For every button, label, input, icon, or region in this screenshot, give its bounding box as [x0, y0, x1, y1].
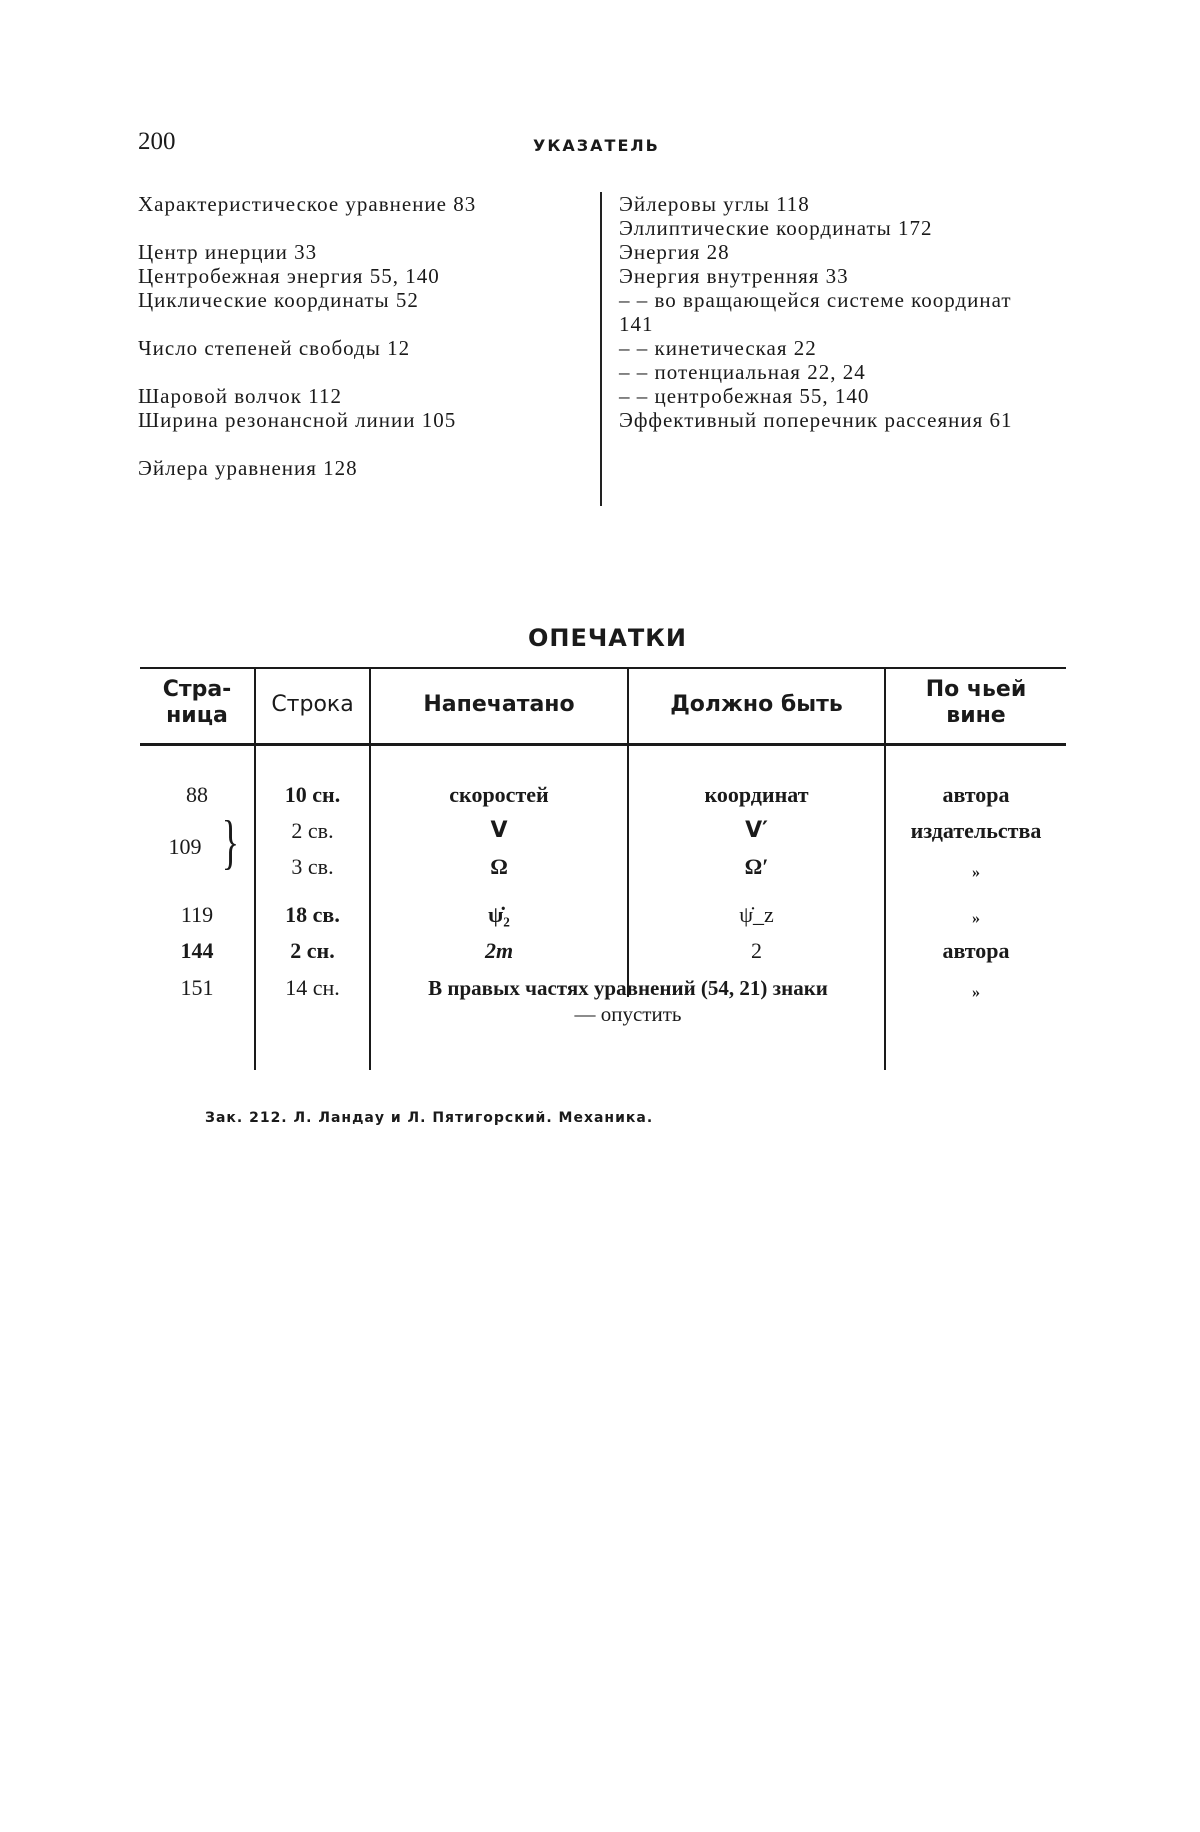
index-subentry: – – потенциальная 22, 24 — [619, 360, 866, 384]
cell-line: 2 св. — [291, 818, 334, 843]
cell-should-be: ψ̇_z — [739, 902, 774, 927]
index-entry: Эффективный поперечник рассеяния 61 — [619, 408, 1013, 432]
column-header-line: Строка — [271, 692, 354, 717]
cell-fault: автора — [942, 782, 1010, 807]
cell-line: 14 сн. — [285, 975, 340, 1000]
cell-page: 144 — [180, 938, 214, 963]
index-subentry: – – во вращающейся системе координат 141 — [619, 288, 1012, 336]
page-number: 200 — [138, 128, 176, 155]
column-divider — [600, 192, 602, 506]
column-header-printed: Напечатано — [423, 692, 575, 717]
cell-fault: » — [972, 910, 980, 927]
column-header-page: Стра- ница — [162, 677, 232, 728]
cell-line: 2 сн. — [290, 938, 335, 963]
index-entry: Энергия внутренняя 33 — [619, 264, 849, 288]
cell-line: 18 св. — [285, 902, 340, 927]
cell-line: 3 св. — [291, 854, 334, 879]
cell-line: 10 сн. — [284, 782, 341, 807]
cell-page: 119 — [180, 902, 214, 927]
index-entry: Характеристическое уравнение 83 — [138, 192, 477, 216]
index-entry: Эйлеровы углы 118 — [619, 192, 810, 216]
column-header-should-be: Должно быть — [670, 692, 843, 717]
index-column-left — [138, 192, 578, 480]
cell-printed: скоростей — [449, 782, 549, 807]
table-top-rule — [140, 667, 1066, 669]
brace-icon: } — [221, 809, 240, 875]
index-entry: Эллиптические координаты 172 — [619, 216, 933, 240]
index-entry: Циклические координаты 52 — [138, 288, 419, 312]
index-entry: Центр инерции 33 — [138, 240, 318, 264]
index-subentry: – – кинетическая 22 — [619, 336, 817, 360]
cell-page: 88 — [186, 782, 208, 807]
cell-page: 151 — [180, 975, 214, 1000]
index-subentry: – – центробежная 55, 140 — [619, 384, 870, 408]
index-entry: Ширина резонансной линии 105 — [138, 408, 457, 432]
cell-fault: » — [972, 864, 980, 881]
cell-printed: 2m — [484, 938, 514, 963]
printer-note: Зак. 212. Л. Ландау и Л. Пятигорский. Механика. — [205, 1110, 654, 1126]
cell-fault: автора — [942, 938, 1010, 963]
cell-fault: » — [972, 984, 980, 1001]
index-entry: Энергия 28 — [619, 240, 730, 264]
cell-page: 109 — [168, 834, 202, 859]
cell-printed: Ω — [490, 854, 508, 879]
cell-should-be: Ω′ — [744, 854, 769, 879]
cell-should-be: V′ — [745, 818, 768, 843]
index-entry: Центробежная энергия 55, 140 — [138, 264, 440, 288]
index-column-right — [619, 192, 1059, 432]
running-title: УКАЗАТЕЛЬ — [533, 136, 660, 155]
index-entry: Число степеней свободы 12 — [138, 336, 411, 360]
cell-printed-merged: В правых частях уравнений (54, 21) знаки — опустить — [428, 976, 828, 1026]
index-entry: Эйлера уравнения 128 — [138, 456, 358, 480]
cell-printed: ψ̇₂ — [488, 902, 510, 927]
column-header-fault: По чьей вине — [925, 677, 1027, 728]
errata-title: ОПЕЧАТКИ — [528, 624, 687, 652]
cell-printed: V — [490, 818, 508, 843]
table-header-rule — [140, 743, 1066, 746]
cell-fault: издательства — [910, 818, 1042, 843]
cell-should-be: 2 — [751, 938, 762, 963]
index-entry: Шаровой волчок 112 — [138, 384, 342, 408]
cell-should-be: координат — [704, 782, 809, 807]
